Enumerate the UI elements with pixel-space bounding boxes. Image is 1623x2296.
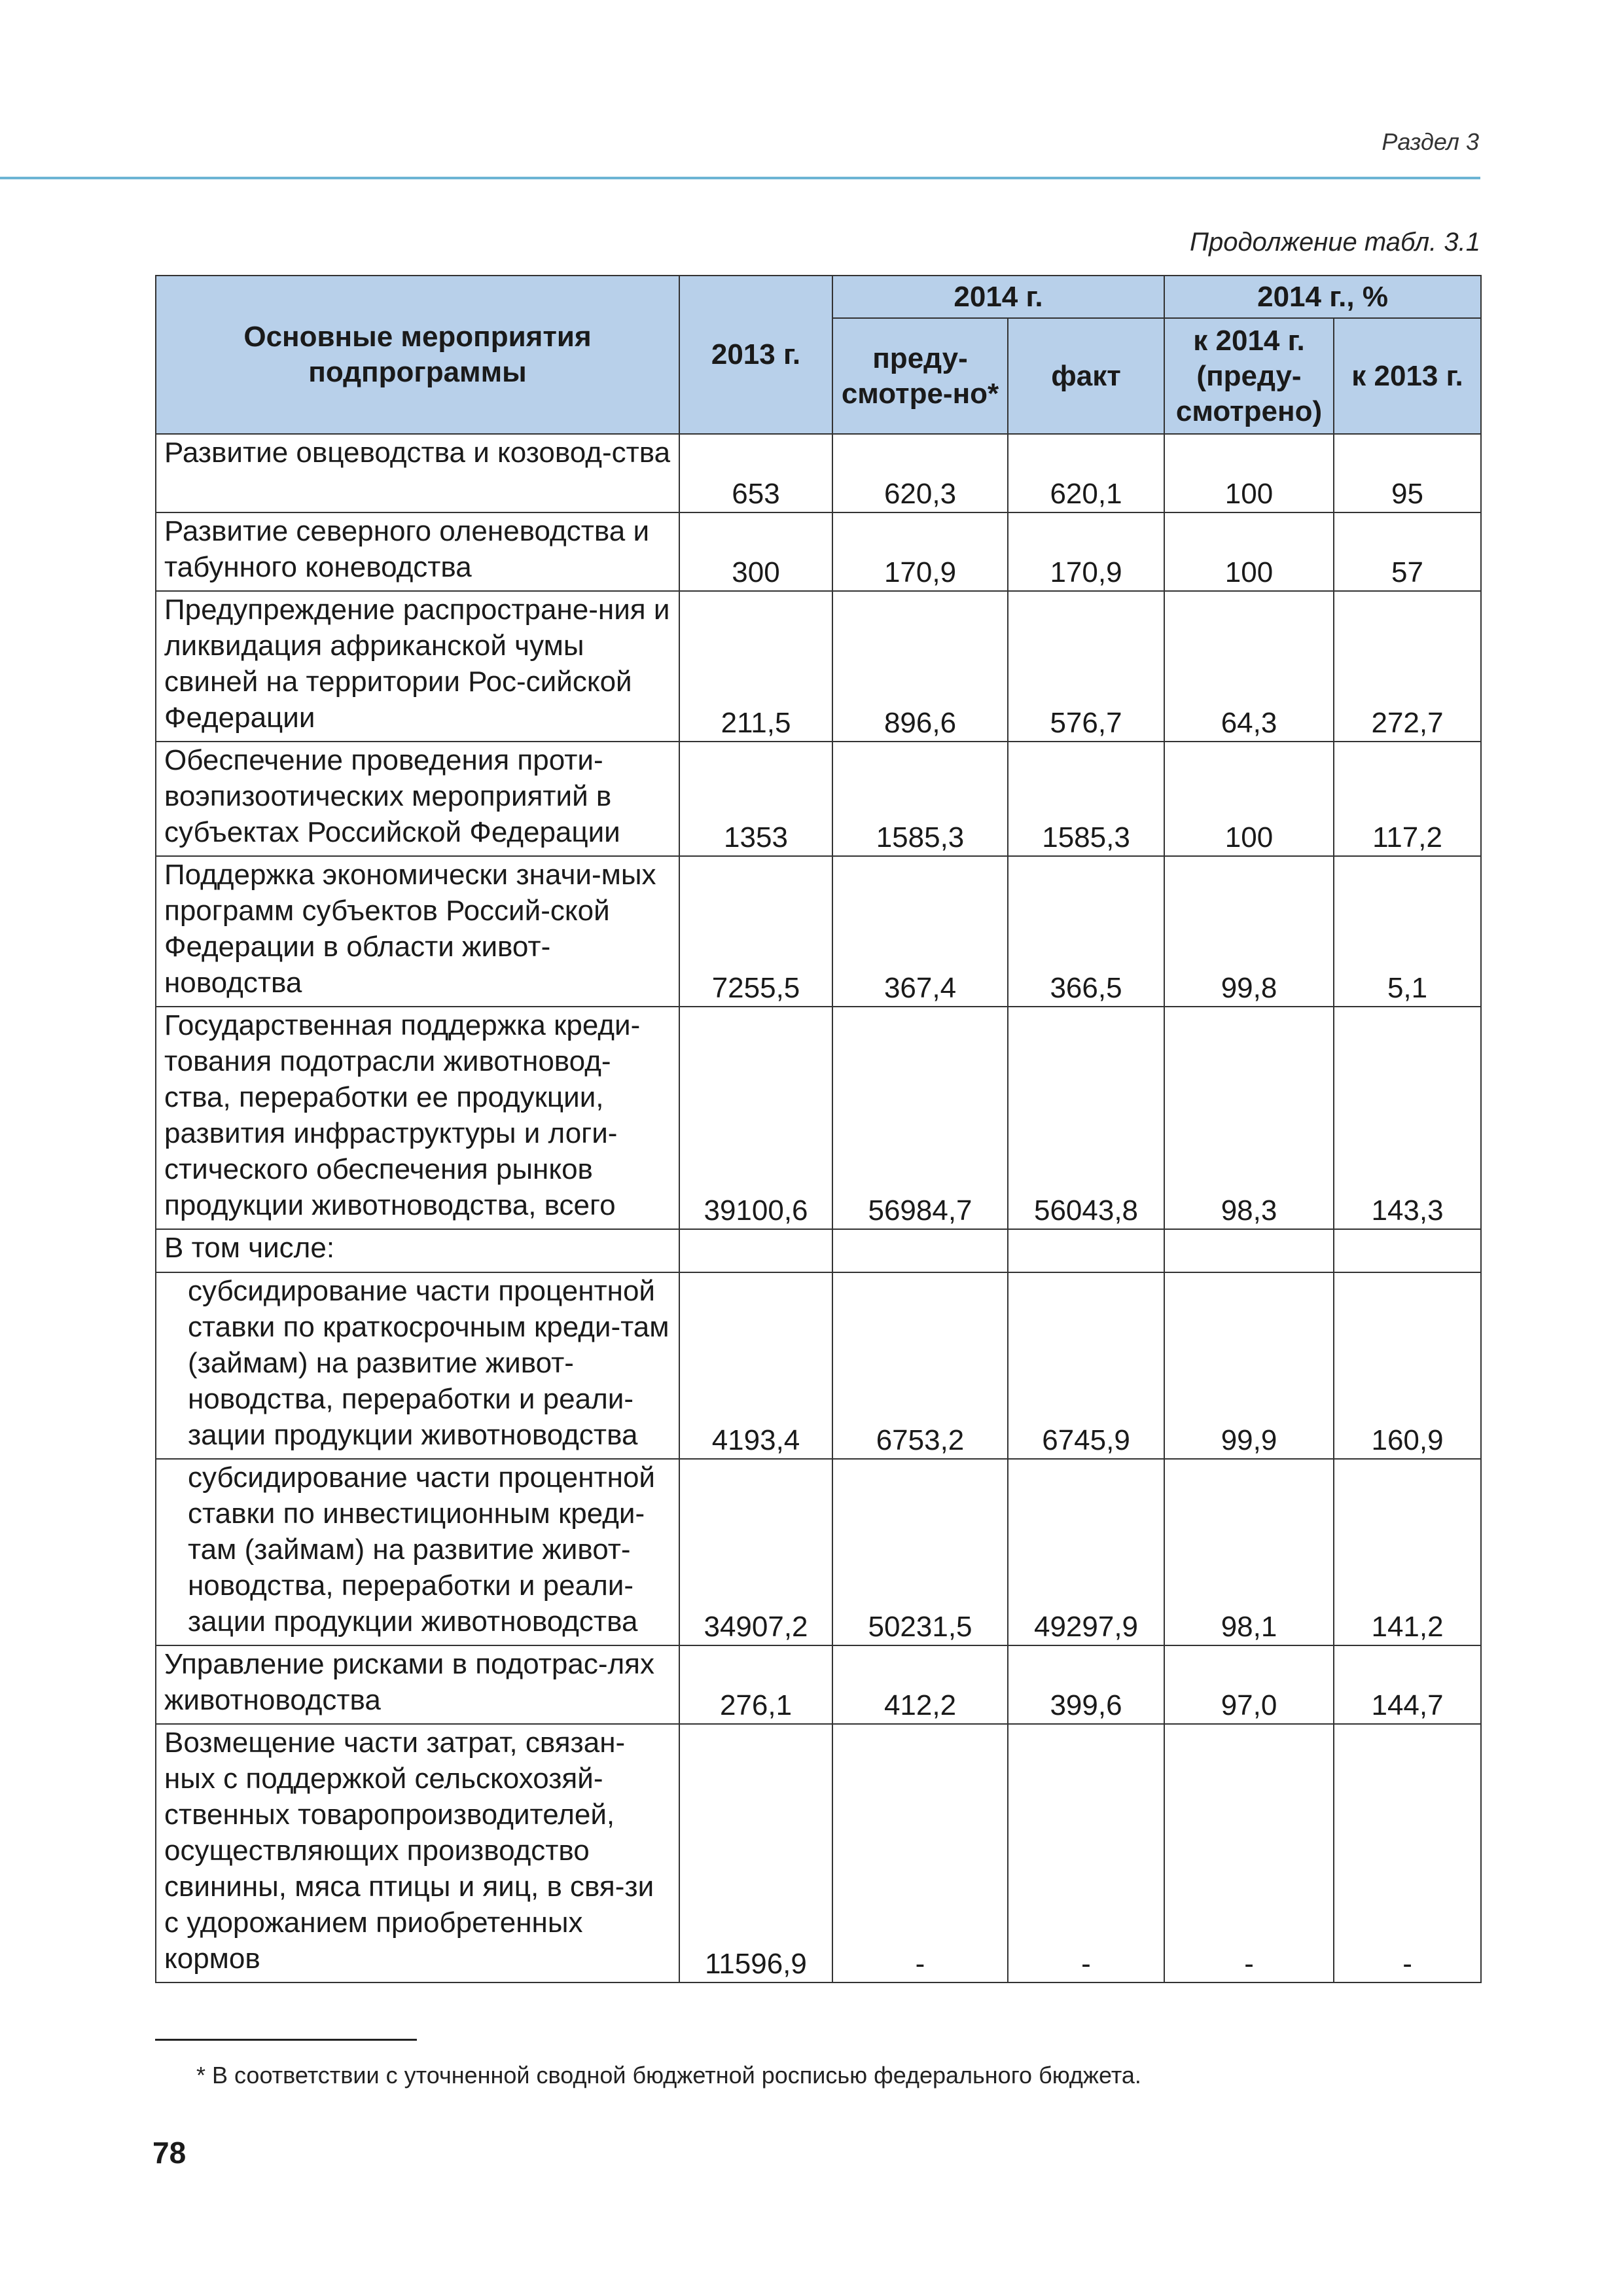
cell-2013: 276,1 [679,1645,832,1724]
cell-pct-2013: 141,2 [1334,1459,1481,1645]
subprogram-table [155,275,1482,1983]
cell-pct-2013: 57 [1334,512,1481,591]
cell-pct-2014: 97,0 [1164,1645,1334,1724]
cell-fact: - [1008,1724,1164,1982]
cell-planned: 170,9 [832,512,1008,591]
page-number: 78 [152,2136,187,2170]
header-percent-group: 2014 г., % [1164,276,1481,318]
table-row [156,1007,1481,1229]
table-row [156,1724,1481,1982]
cell-pct-2014: - [1164,1724,1334,1982]
row-label: Поддержка экономически значи-мых программ субъектов Россий-ской Федерации в области живот-новодства [156,856,679,1007]
cell-2013: 7255,5 [679,856,832,1007]
cell-pct-2014: 98,3 [1164,1007,1334,1229]
cell-pct-2014: 98,1 [1164,1459,1334,1645]
cell-fact: 366,5 [1008,856,1164,1007]
cell-pct-2013 [1334,1229,1481,1272]
row-label: Обеспечение проведения проти-воэпизоотических мероприятий в субъектах Российской Федерации [156,742,679,856]
table-row [156,1645,1481,1724]
cell-pct-2014: 99,8 [1164,856,1334,1007]
cell-pct-2014 [1164,1229,1334,1272]
running-head: Раздел 3 [1382,128,1479,155]
row-label: В том числе: [156,1229,679,1272]
cell-planned: - [832,1724,1008,1982]
row-label: Государственная поддержка креди-тования подотрасли животновод-ства, переработки ее продукции, развития инфраструктуры и логи-стического обеспечения рынков продукции животноводства, всего [156,1007,679,1229]
row-label: Возмещение части затрат, связан-ных с поддержкой сельскохозяй-ственных товаропроизводителей, осуществляющих производство свинины, мяса птицы и яиц, в свя-зи с удорожанием приобретенных кормов [156,1724,679,1982]
header-2013: 2013 г. [679,276,832,434]
table-row [156,434,1481,512]
table-row [156,1272,1481,1459]
cell-pct-2013: 144,7 [1334,1645,1481,1724]
cell-pct-2013: - [1334,1724,1481,1982]
cell-2013: 4193,4 [679,1272,832,1459]
cell-fact: 56043,8 [1008,1007,1164,1229]
cell-pct-2013: 95 [1334,434,1481,512]
cell-pct-2013: 5,1 [1334,856,1481,1007]
header-fact: факт [1008,318,1164,434]
cell-fact: 576,7 [1008,591,1164,742]
cell-fact: 620,1 [1008,434,1164,512]
row-label: субсидирование части процентной ставки по инвестиционным креди-там (займам) на развитие живот-новодства, переработки и реали-зации продукции животноводства [156,1459,679,1645]
cell-pct-2014: 99,9 [1164,1272,1334,1459]
row-label: Развитие овцеводства и козовод-ства [156,434,679,512]
header-rule [0,177,1480,179]
cell-pct-2014: 100 [1164,434,1334,512]
table-row [156,512,1481,591]
table-row [156,591,1481,742]
cell-fact: 170,9 [1008,512,1164,591]
cell-2013: 1353 [679,742,832,856]
cell-2013: 39100,6 [679,1007,832,1229]
table-row [156,1459,1481,1645]
table-row [156,856,1481,1007]
header-pct-2013: к 2013 г. [1334,318,1481,434]
header-2014: 2014 г. [832,276,1164,318]
row-label: Управление рисками в подотрас-лях животноводства [156,1645,679,1724]
row-label: Развитие северного оленеводства и табунного коневодства [156,512,679,591]
cell-planned: 6753,2 [832,1272,1008,1459]
table-row [156,742,1481,856]
cell-planned: 56984,7 [832,1007,1008,1229]
row-label: субсидирование части процентной ставки по краткосрочным креди-там (займам) на развитие живот-новодства, переработки и реали-зации продукции животноводства [156,1272,679,1459]
cell-planned [832,1229,1008,1272]
cell-2013 [679,1229,832,1272]
cell-2013: 34907,2 [679,1459,832,1645]
cell-planned: 367,4 [832,856,1008,1007]
cell-pct-2014: 100 [1164,742,1334,856]
table-row [156,1229,1481,1272]
cell-planned: 896,6 [832,591,1008,742]
cell-fact: 49297,9 [1008,1459,1164,1645]
header-pct-2014: к 2014 г. (преду-смотрено) [1164,318,1334,434]
cell-fact: 399,6 [1008,1645,1164,1724]
cell-pct-2014: 100 [1164,512,1334,591]
cell-2013: 653 [679,434,832,512]
cell-planned: 412,2 [832,1645,1008,1724]
cell-pct-2014: 64,3 [1164,591,1334,742]
cell-2013: 300 [679,512,832,591]
cell-planned: 50231,5 [832,1459,1008,1645]
cell-pct-2013: 143,3 [1334,1007,1481,1229]
cell-pct-2013: 272,7 [1334,591,1481,742]
footnote: * В соответствии с уточненной сводной бюджетной росписью федерального бюджета. [196,2062,1141,2089]
cell-fact: 1585,3 [1008,742,1164,856]
cell-2013: 11596,9 [679,1724,832,1982]
cell-planned: 1585,3 [832,742,1008,856]
cell-2013: 211,5 [679,591,832,742]
cell-planned: 620,3 [832,434,1008,512]
cell-pct-2013: 117,2 [1334,742,1481,856]
header-measures: Основные мероприятия подпрограммы [156,276,679,434]
header-planned: преду-смотре-но* [832,318,1008,434]
cell-fact: 6745,9 [1008,1272,1164,1459]
footnote-rule [155,2039,417,2041]
table-caption: Продолжение табл. 3.1 [1189,228,1480,257]
cell-pct-2013: 160,9 [1334,1272,1481,1459]
cell-fact [1008,1229,1164,1272]
row-label: Предупреждение распростране-ния и ликвидация африканской чумы свиней на территории Рос-сийской Федерации [156,591,679,742]
